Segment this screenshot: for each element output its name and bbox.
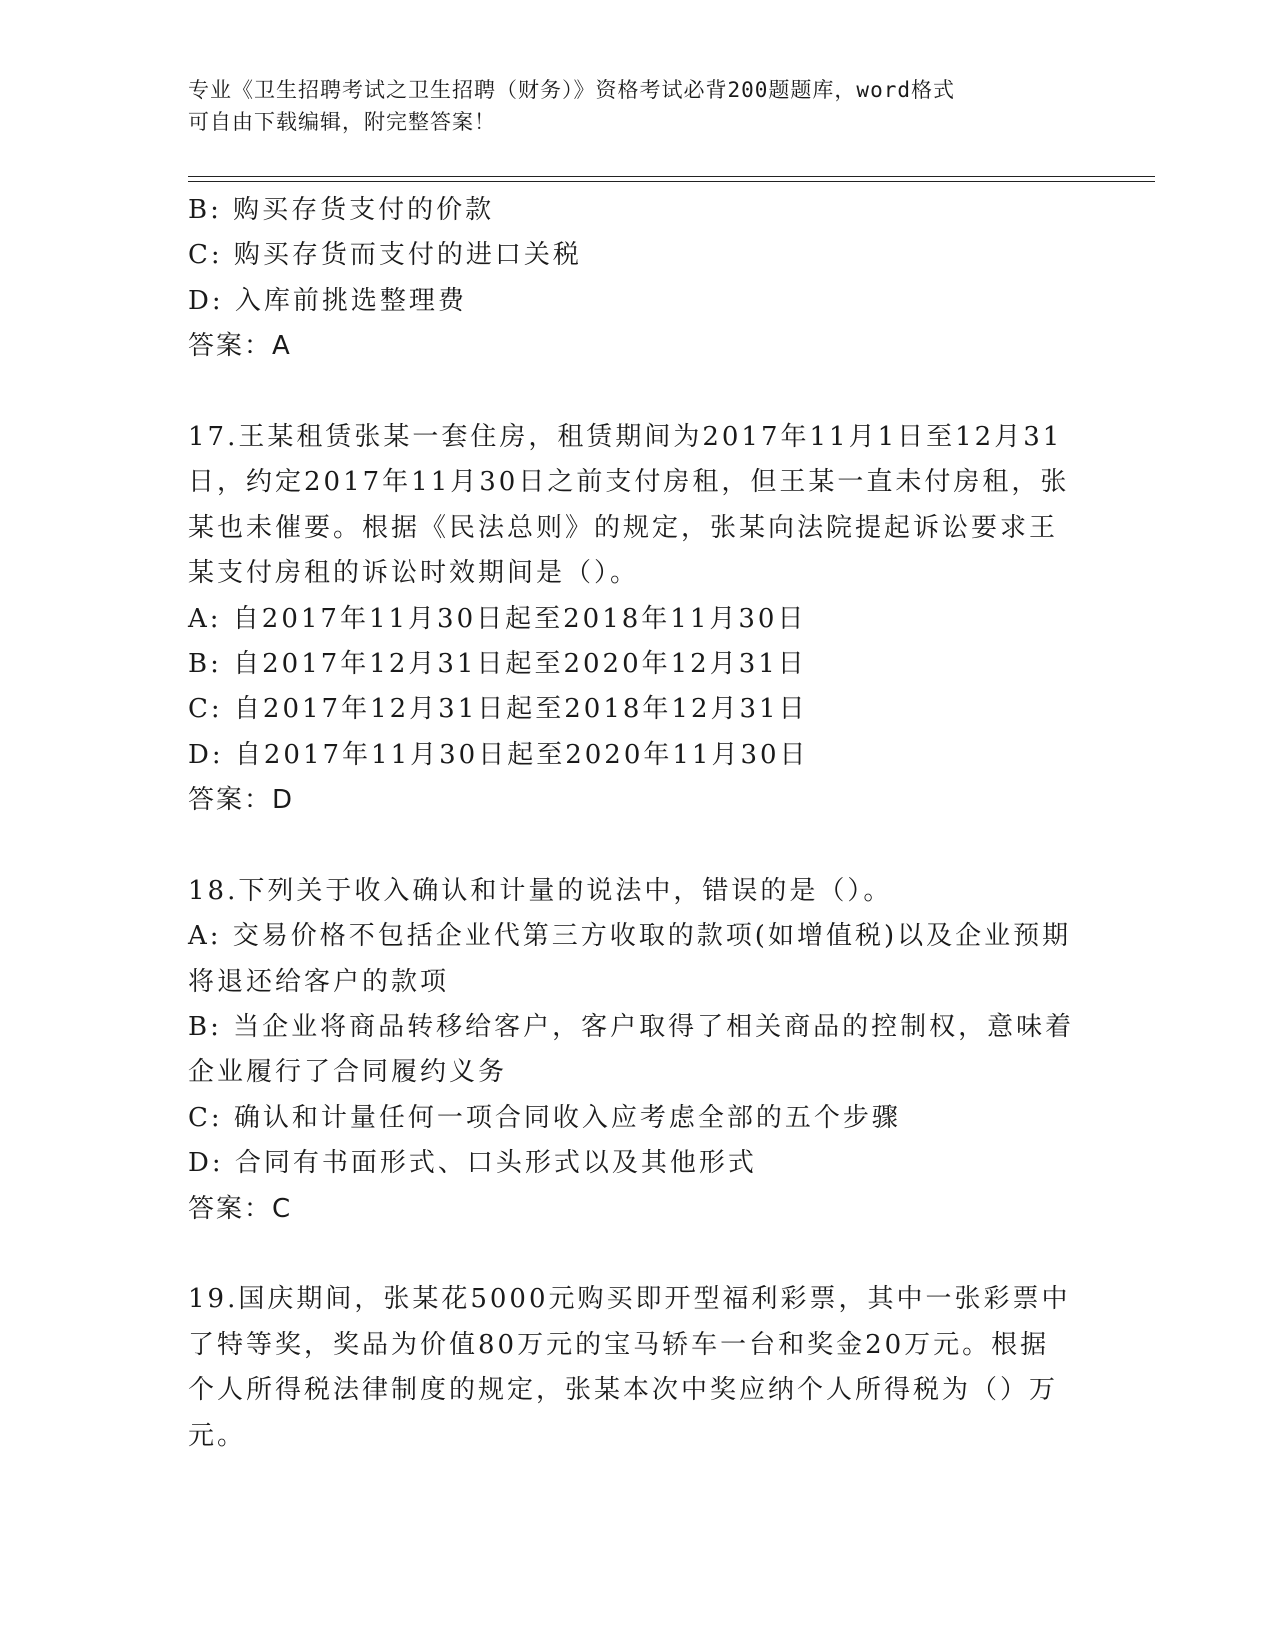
q17-option-a: A: 自2017年11月30日起至2018年11月30日: [188, 603, 807, 634]
spacer: [188, 823, 1078, 868]
q17-option-d: D: 自2017年11月30日起至2020年11月30日: [188, 739, 809, 770]
spacer: [188, 1232, 1078, 1277]
q18-stem-line-1: 18.下列关于收入确认和计量的说法中，错误的是（）。: [188, 875, 893, 906]
question-19-block: [188, 1277, 1078, 1459]
header-title-line-1: 专业《卫生招聘考试之卫生招聘（财务）》资格考试必背200题题库，word格式: [188, 78, 955, 102]
header-title-line-2: 可自由下载编辑，附完整答案！: [188, 110, 496, 134]
header-divider: [188, 176, 1155, 182]
q17-option-c: C: 自2017年12月31日起至2018年12月31日: [188, 694, 808, 725]
q18-option-c: C: 确认和计量任何一项合同收入应考虑全部的五个步骤: [188, 1102, 901, 1133]
q19-stem-line-3: 个人所得税法律制度的规定，张某本次中奖应纳个人所得税为（）万: [188, 1375, 1059, 1406]
q18-option-d: D: 合同有书面形式、口头形式以及其他形式: [188, 1148, 757, 1179]
q16-option-c: C: 购买存货而支付的进口关税: [188, 240, 582, 271]
q18-option-b-line-2: 企业履行了合同履约义务: [188, 1057, 508, 1088]
q18-answer: 答案：C: [188, 1193, 293, 1224]
question-17-block: [188, 415, 1078, 824]
q19-stem-line-2: 了特等奖，奖品为价值80万元的宝马轿车一台和奖金20万元。根据: [188, 1329, 1050, 1360]
q17-answer: 答案：D: [188, 785, 295, 816]
q17-stem-line-1: 17.王某租赁张某一套住房，租赁期间为2017年11月1日至12月31: [188, 421, 1063, 452]
q17-option-b: B: 自2017年12月31日起至2020年12月31日: [188, 648, 807, 679]
q18-option-a-line-2: 将退还给客户的款项: [188, 966, 450, 997]
q18-option-a-line-1: A: 交易价格不包括企业代第三方收取的款项(如增值税)以及企业预期: [188, 921, 1072, 952]
q17-stem-line-2: 日，约定2017年11月30日之前支付房租，但王某一直未付房租，张: [188, 467, 1070, 498]
q16-option-d: D: 入库前挑选整理费: [188, 285, 467, 316]
q19-stem-line-1: 19.国庆期间，张某花5000元购买即开型福利彩票，其中一张彩票中: [188, 1284, 1071, 1315]
q18-option-b-line-1: B: 当企业将商品转移给客户，客户取得了相关商品的控制权，意味着: [188, 1012, 1075, 1043]
q16-option-b: B: 购买存货支付的价款: [188, 195, 495, 225]
q17-stem-line-3: 某也未催要。根据《民法总则》的规定，张某向法院提起诉讼要求王: [188, 512, 1059, 543]
question-content: [188, 188, 1078, 1459]
spacer: [188, 370, 1078, 415]
document-header: [188, 74, 1068, 138]
q17-stem-line-4: 某支付房租的诉讼时效期间是（）。: [188, 558, 640, 589]
question-16-block: [188, 188, 1078, 370]
q19-stem-line-4: 元。: [188, 1420, 247, 1451]
question-18-block: [188, 869, 1078, 1232]
q16-answer: 答案：A: [188, 331, 292, 362]
